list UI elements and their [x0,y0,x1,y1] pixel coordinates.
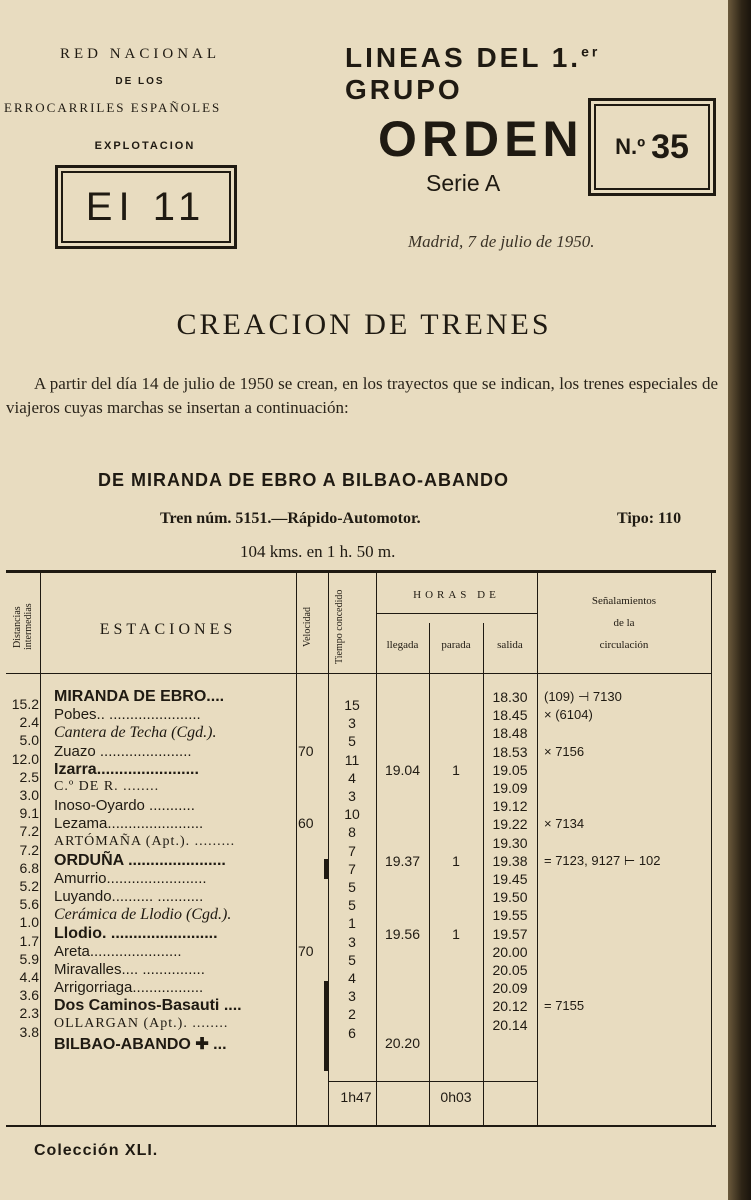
distance-value: 9.1 [19,805,39,822]
header-parada: parada [441,639,471,651]
departure-time: 18.48 [492,725,528,742]
distance-value: 1.0 [19,914,39,931]
distance-summary: 104 kms. en 1 h. 50 m. [240,542,396,561]
station-name: Zuazo ...................... [54,742,192,760]
totals-rule [328,1081,537,1082]
collection-footer: Colección XLI. [34,1142,159,1159]
station-name: Izarra....................... [54,760,199,778]
time-allowed: 8 [348,824,356,841]
distance-value: 2.5 [19,768,39,785]
org-line1: RED NACIONAL [59,46,221,62]
distance-value: 7.2 [19,823,39,840]
station-name: Areta...................... [54,942,182,960]
col-divider [429,623,430,1125]
signal-note: = 7123, 9127 ⊢ 102 [544,852,661,868]
distance-value: 2.3 [19,1005,39,1022]
time-allowed: 5 [348,733,356,750]
intro-paragraph: A partir del día 14 de julio de 1950 se crean, en los trayectos que se indican, los trenes especiales de viajeros cuyas marchas se insertan a continuación: [6,374,718,417]
orden-heading: ORDEN [378,111,584,167]
departure-time: 19.57 [492,925,528,942]
org-line3: ERROCARRILES ESPAÑOLES [4,100,222,115]
time-allowed: 3 [348,788,356,804]
station-name: Arrigorriaga................. [54,979,204,997]
lineas-end: GRUPO [345,74,463,105]
stop-time: 1 [452,761,460,778]
stop-time: 1 [452,852,460,869]
header-senal-1: Señalamientos [591,595,657,607]
departure-time: 19.22 [492,816,528,833]
distance-value: 3.8 [19,1023,39,1040]
station-name: ARTÓMAÑA (Apt.). ......... [54,833,236,849]
distance-value: 7.2 [19,841,39,858]
velocity-value: 70 [298,942,314,959]
signal-note: × 7134 [544,816,585,832]
col-divider [40,573,41,1125]
distance-value: 5.0 [19,732,39,749]
arrival-time: 19.56 [384,925,421,942]
header-estaciones: ESTACIONES [99,621,237,638]
time-allowed: 4 [348,769,356,786]
departure-time: 19.50 [492,889,528,906]
header-llegada: llegada [386,639,419,651]
header-rule [376,613,537,614]
station-name: Lezama....................... [54,815,204,833]
lineas-heading [345,42,715,106]
departure-time: 20.12 [492,998,528,1015]
station-name: Pobes.. ...................... [54,706,201,724]
header-velocidad: Velocidad [302,607,313,647]
departure-time: 20.00 [492,943,528,960]
time-allowed: 3 [348,933,356,950]
time-allowed: 15 [344,697,360,713]
total-parada: 0h03 [440,1089,472,1105]
station-name: Cerámica de Llodio (Cgd.). [54,906,232,924]
station-name: Cantera de Techa (Cgd.). [54,724,217,742]
time-allowed: 5 [348,879,356,895]
distance-value: 5.6 [19,896,39,913]
departure-time: 18.53 [492,743,528,760]
station-name: BILBAO-ABANDO ✚ ... [54,1035,227,1053]
page-title: CREACION DE TRENES [176,308,552,341]
departure-time: 19.45 [492,871,528,887]
train-type: Tipo: 110 [617,510,682,527]
station-name: Luyando.......... ........... [54,888,204,906]
departure-time: 20.05 [492,962,528,978]
header-senal-2: de la [613,617,635,629]
arrival-time: 19.37 [384,852,421,869]
signal-note: (109) ⊣ 7130 [544,689,622,704]
distance-value: 3.6 [19,987,39,1004]
lineas-text: LINEAS DEL 1. [345,42,582,73]
train-number: Tren núm. 5151.—Rápido-Automotor. [160,510,421,527]
header-senal-3: circulación [599,639,649,651]
header-rule [6,673,711,674]
distance-value: 5.2 [19,878,39,894]
time-allowed: 10 [344,806,360,823]
station-name: Llodio. ........................ [54,924,218,942]
distance-value: 4.4 [19,969,39,985]
order-number-box [588,98,716,196]
col-divider [711,573,712,1125]
time-allowed: 4 [348,970,356,986]
station-name: Amurrio........................ [54,870,207,887]
route-heading: DE MIRANDA DE EBRO A BILBAO-ABANDO [98,470,509,490]
total-tiempo: 1h47 [340,1089,372,1105]
distance-value: 1.7 [19,932,39,949]
departure-time: 20.14 [492,1016,528,1033]
departure-time: 18.45 [492,707,528,724]
distance-value: 15.2 [11,696,39,712]
velocity-value: 70 [298,742,314,759]
code-box [55,165,237,249]
stop-time: 1 [452,925,460,942]
time-allowed: 11 [344,751,360,768]
book-edge [728,0,751,1200]
serie-label: Serie A [426,170,501,196]
signal-note: × (6104) [544,707,593,723]
station-name: C.º DE R. ........ [54,779,160,794]
order-number-value: 35 [651,127,689,166]
distance-value: 6.8 [19,859,39,876]
timetable [6,570,716,1127]
distance-value: 3.0 [19,787,39,803]
station-name: Dos Caminos-Basauti .... [54,997,242,1015]
time-allowed: 6 [348,1024,356,1041]
station-name: OLLARGAN (Apt.). ........ [54,1015,229,1031]
arrival-time: 19.04 [384,761,421,778]
time-allowed: 7 [348,842,356,859]
header-horas: HORAS DE [413,589,500,601]
time-allowed: 7 [348,860,356,877]
signal-note: = 7155 [544,998,585,1014]
header-salida: salida [497,639,523,651]
header-distancias: Distancias intermedias [12,603,34,651]
distance-value: 2.4 [19,714,39,731]
departure-time: 19.55 [492,907,528,924]
departure-time: 20.09 [492,980,528,997]
org-line4: EXPLOTACION [94,140,196,152]
departure-time: 19.05 [492,761,528,778]
distance-value: 5.9 [19,950,39,967]
departure-time: 19.12 [492,798,528,815]
date-line: Madrid, 7 de julio de 1950. [408,232,595,251]
signal-note: × 7156 [544,743,585,759]
code-box-label: EI 11 [85,184,207,229]
lineas-sup: er [581,43,601,60]
time-allowed: 3 [348,715,356,732]
departure-time: 19.30 [492,834,528,851]
header-tiempo: Tiempo concedido [334,589,345,665]
time-allowed: 5 [348,897,356,914]
time-allowed: 3 [348,988,356,1005]
distance-value: 12.0 [11,750,39,767]
col-divider [296,573,297,1125]
station-name: ORDUÑA ...................... [54,851,226,869]
departure-time: 18.30 [492,689,528,705]
time-allowed: 5 [348,951,356,968]
org-line2: DE LOS [115,76,165,87]
velocity-value: 60 [298,815,314,832]
departure-time: 19.38 [492,852,528,869]
time-allowed: 1 [348,915,356,932]
station-name: Miravalles.... ............... [54,961,205,978]
order-number-label: N.º [615,134,646,159]
arrival-time: 20.20 [384,1034,421,1051]
time-allowed: 2 [348,1006,356,1023]
station-name: MIRANDA DE EBRO.... [54,688,225,705]
col-divider [537,573,538,1125]
station-name: Inoso-Oyardo ........... [54,797,195,815]
departure-time: 19.09 [492,780,528,796]
